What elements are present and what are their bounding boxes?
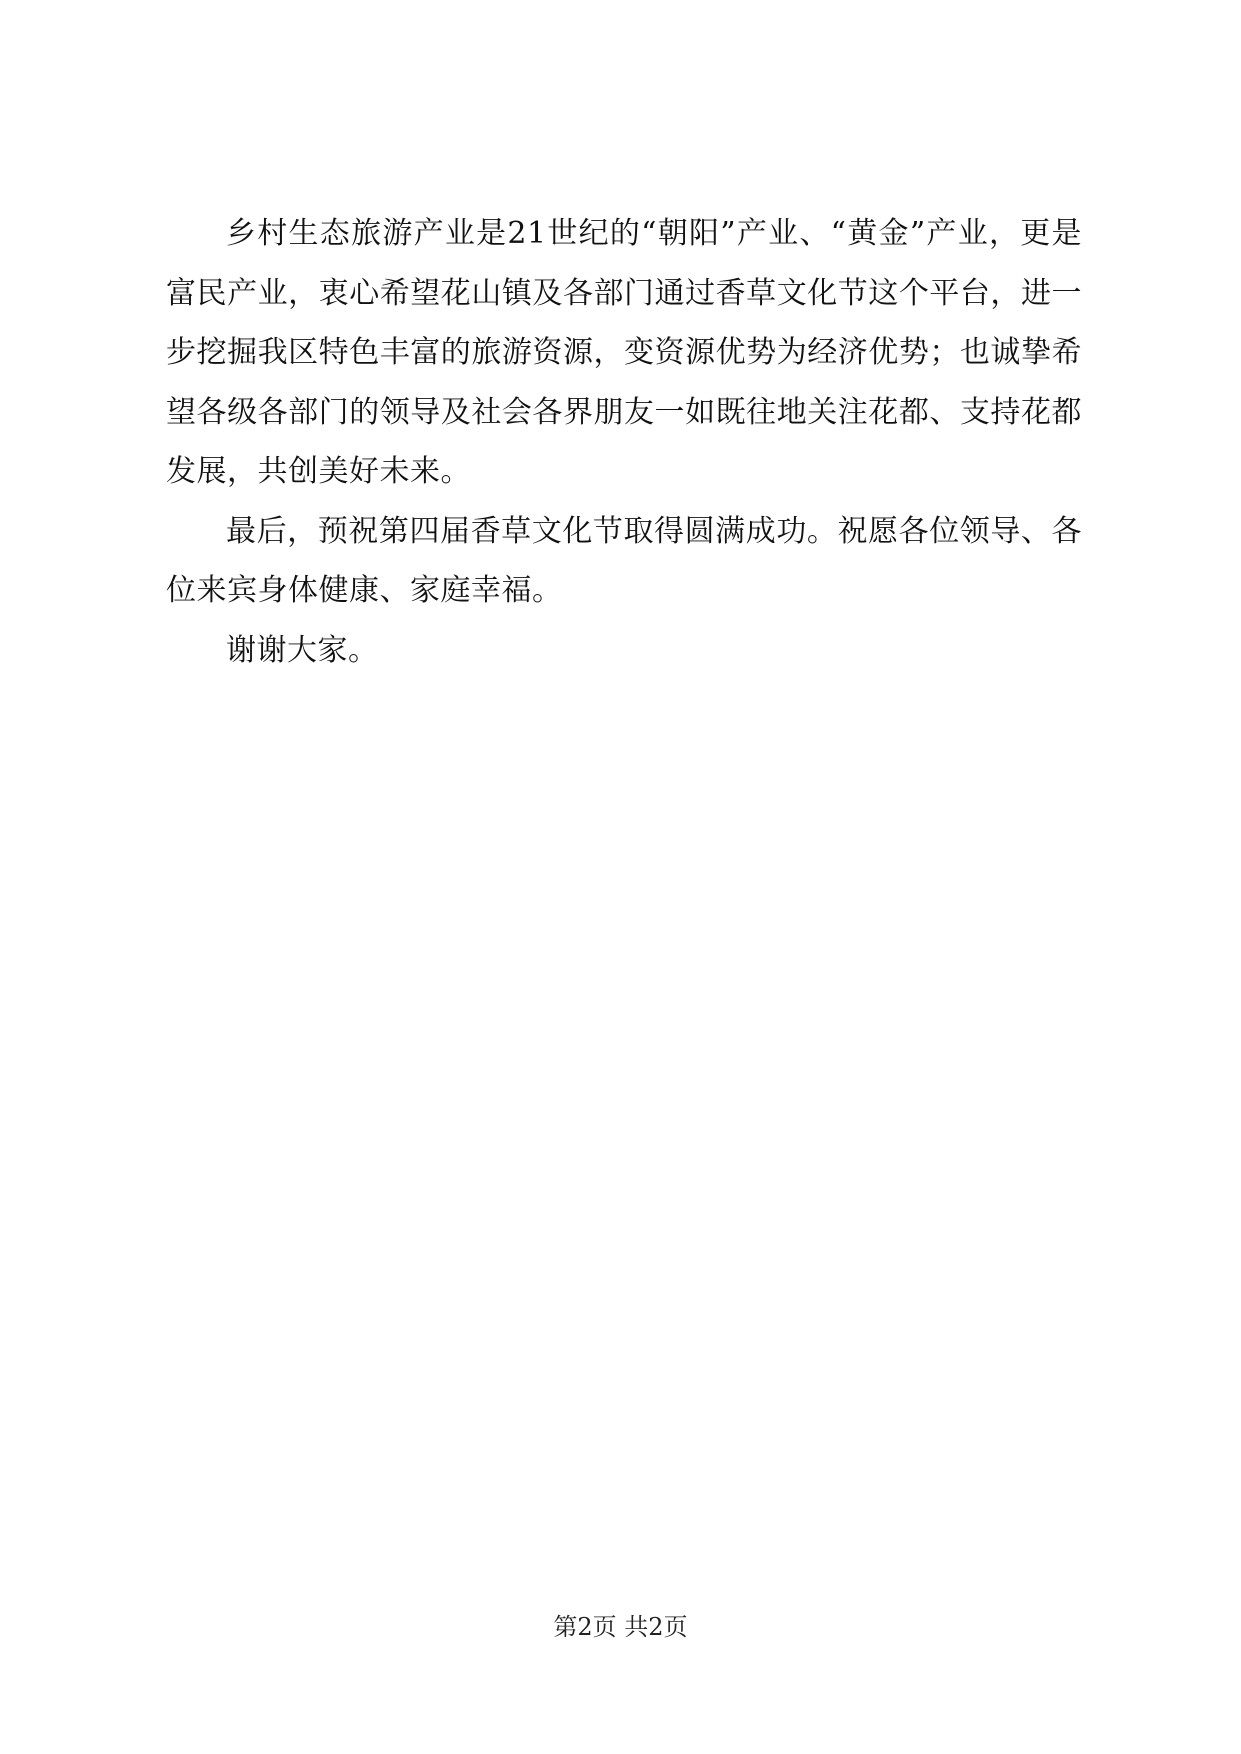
page-number-footer: 第2页 共2页 bbox=[553, 1613, 688, 1641]
paragraph-final-blessing: 最后，预祝第四届香草文化节取得圆满成功。祝愿各位领导、各位来宾身体健康、家庭幸福。 bbox=[166, 513, 1082, 608]
paragraph-closing-wish: 乡村生态旅游产业是21世纪的“朝阳”产业、“黄金”产业，更是富民产业，衷心希望花山镇及各部门通过香草文化节这个平台，进一步挖掘我区特色丰富的旅游资源，变资源优势为经济优势；也诚挚希望各级各部门的领导及社会各界朋友一如既往地关注花都、支持花都发展，共创美好未来。 bbox=[166, 216, 1082, 489]
paragraph-thanks: 谢谢大家。 bbox=[226, 632, 379, 668]
document-body bbox=[166, 204, 1082, 680]
